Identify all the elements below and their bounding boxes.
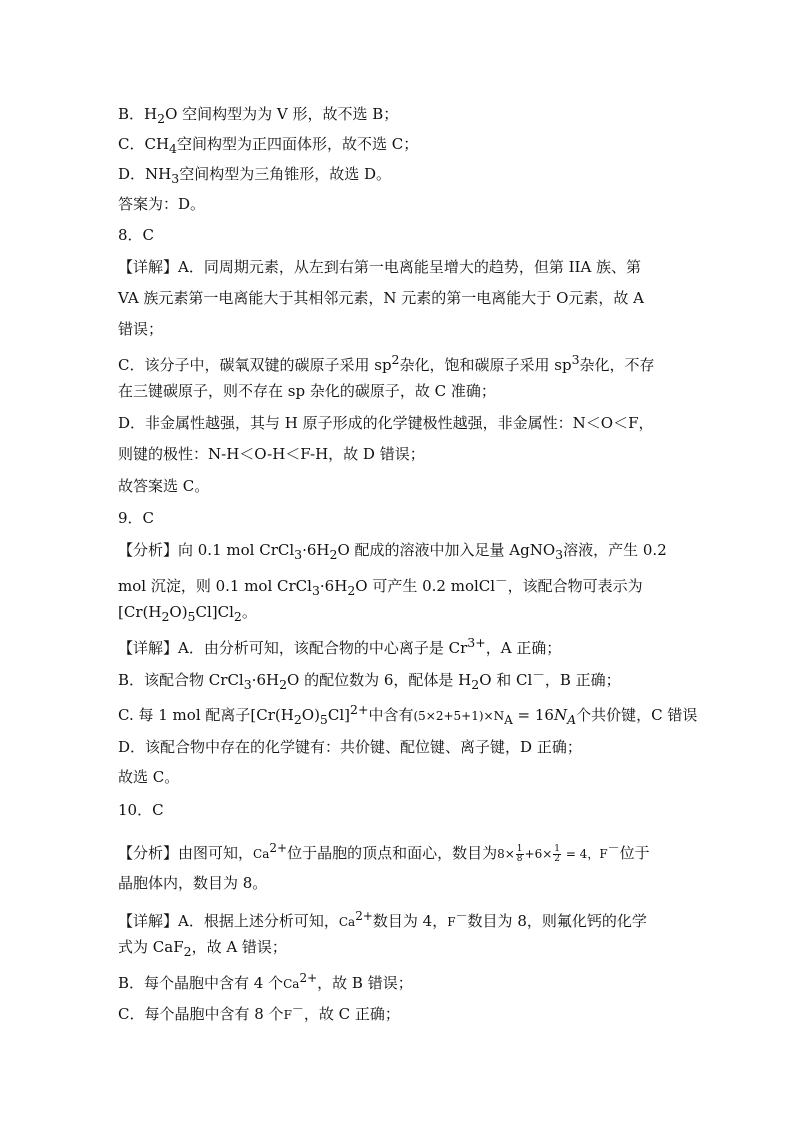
superscript: 2 — [391, 352, 400, 367]
text: ·6H — [251, 671, 280, 689]
text: ，A 正确； — [485, 639, 562, 657]
q8-explain-d-line2: 则键的极性：N-H＜O-H＜F-H，故 D 错误； — [118, 445, 425, 463]
q9-explain-d: D．该配合物中存在的化学键有：共价键、配位键、离子键，D 正确； — [118, 738, 582, 756]
q7-option-c — [118, 134, 418, 154]
text: 数目为 8，则氟化钙的化学 — [467, 912, 647, 930]
subscript: 2 — [157, 111, 166, 126]
q9-heading: 9．C — [118, 509, 155, 527]
subscript: 2 — [233, 609, 242, 624]
q9-analysis-line1 — [118, 540, 667, 560]
q9-explain-a — [118, 633, 562, 657]
subscript: 2 — [329, 547, 338, 562]
text: 中含有 — [368, 706, 414, 724]
q8-explain-c-line2: 在三键碳原子，则不存在 sp 杂化的碳原子，故 C 准确； — [118, 382, 496, 400]
superscript: 3+ — [467, 635, 486, 650]
text: O 和 Cl — [479, 671, 533, 689]
text: B．该配合物 CrCl — [118, 671, 244, 689]
text: 杂化，不存 — [579, 356, 655, 374]
superscript: － — [455, 909, 468, 923]
text: 空间构型为三角锥形，故选 D。 — [179, 165, 391, 183]
subscript: 2 — [347, 583, 356, 598]
q8-answer: 故答案选 C。 — [118, 477, 210, 495]
superscript: － — [607, 841, 620, 855]
text: 【分析】由图可知， — [118, 844, 254, 862]
q10-explain-b — [118, 968, 413, 992]
subscript: 2 — [183, 944, 192, 959]
subscript: 5 — [319, 712, 328, 727]
text: 个共价键，C 错误 — [576, 706, 698, 724]
text: ，故 A 错误； — [191, 938, 287, 956]
subscript: A — [567, 712, 577, 727]
subscript: 2 — [279, 677, 288, 692]
ion: Ca — [338, 915, 356, 929]
text: C. 每 1 mol 配离子[Cr(H — [118, 706, 294, 724]
q10-analysis-line2: 晶胞体内，数目为 8。 — [118, 874, 268, 892]
text: ，故 B 错误； — [317, 974, 413, 992]
subscript: A — [504, 713, 513, 727]
formula: +6× — [524, 847, 553, 861]
text: 【详解】A．根据上述分析可知， — [118, 912, 339, 930]
ion: Ca — [283, 977, 300, 991]
text: O) — [301, 706, 320, 724]
text: 空间构型为正四面体形，故不选 C； — [177, 135, 419, 153]
text: = 16 — [512, 706, 554, 724]
subscript: 3 — [555, 547, 564, 562]
text: 数目为 4， — [372, 912, 448, 930]
text: 【分析】向 0.1 mol CrCl — [118, 541, 295, 559]
text: O 配成的溶液中加入足量 AgNO — [337, 541, 556, 559]
text: 。 — [241, 603, 257, 621]
q10-analysis-line1 — [118, 838, 650, 864]
text: Cl] — [327, 706, 351, 724]
superscript: 2+ — [299, 971, 318, 985]
q9-explain-b — [118, 665, 621, 692]
text: ，该配合物可表示为 — [507, 577, 643, 595]
q8-explain-d-line1: D．非金属性越强，其与 H 原子形成的化学键极性越强，非金属性：N＜O＜F， — [118, 414, 654, 432]
text: 位于晶胞的顶点和面心，数目为 — [287, 844, 498, 862]
text: ·6H — [302, 541, 330, 559]
text: 【详解】A．由分析可知，该配合物的中心离子是 Cr — [118, 639, 468, 657]
subscript: 4 — [169, 141, 177, 156]
text: 溶液，产生 0.2 — [563, 541, 667, 559]
subscript: 2 — [471, 677, 480, 692]
subscript: 3 — [311, 583, 320, 598]
q10-explain-c — [118, 999, 400, 1023]
q8-explain-a-line2: VA 族元素第一电离能大于其相邻元素，N 元素的第一电离能大于 O元素，故 A — [118, 289, 644, 307]
ion: F — [599, 847, 608, 861]
ion: F — [283, 1008, 292, 1022]
text: ·6H — [319, 577, 348, 595]
text: 杂化，饱和碳原子采用 sp — [399, 356, 572, 374]
formula: 8× — [497, 847, 515, 861]
denominator: 2 — [554, 853, 560, 864]
text: C．每个晶胞中含有 8 个 — [118, 1005, 284, 1023]
text: mol 沉淀，则 0.1 mol CrCl — [118, 577, 312, 595]
q9-analysis-line2 — [118, 571, 643, 598]
q9-answer: 故选 C。 — [118, 768, 180, 786]
numerator: 1 — [554, 843, 560, 854]
superscript: － — [532, 667, 545, 682]
text: O 空间构型为为 V 形，故不选 B； — [165, 105, 399, 123]
avogadro-symbol: N — [553, 706, 568, 724]
superscript: － — [291, 1002, 304, 1016]
text: ，故 C 正确； — [303, 1005, 400, 1023]
subscript: 3 — [171, 171, 180, 186]
q8-explain-a-line3: 错误； — [118, 320, 164, 338]
q8-explain-a-line1: 【详解】A．同周期元素，从左到右第一电离能呈增大的趋势，但第 IIA 族、第 — [118, 258, 642, 276]
superscript: 3 — [571, 352, 580, 367]
text: D．NH — [118, 165, 172, 183]
superscript: 2+ — [355, 909, 373, 923]
text: C．该分子中，碳氧双键的碳原子采用 sp — [118, 356, 392, 374]
q10-explain-a-line2 — [118, 937, 287, 957]
q7-option-d — [118, 164, 391, 184]
q7-answer: 答案为：D。 — [118, 195, 206, 213]
q7-option-b — [118, 104, 398, 124]
text: B．每个晶胞中含有 4 个 — [118, 974, 284, 992]
q8-heading: 8．C — [118, 226, 155, 244]
subscript: 2 — [293, 712, 302, 727]
superscript: 2+ — [350, 702, 369, 717]
fraction — [553, 845, 561, 864]
text: O 可产生 0.2 molCl — [355, 577, 496, 595]
subscript: 3 — [294, 547, 303, 562]
q9-explain-c — [118, 700, 698, 727]
text: Cl]Cl — [195, 603, 234, 621]
text: 式为 CaF — [118, 938, 184, 956]
numerator: 1 — [516, 843, 523, 854]
text: C．CH — [118, 135, 170, 153]
subscript: 3 — [243, 677, 252, 692]
text: 位于 — [619, 844, 650, 862]
q8-explain-c-line1 — [118, 350, 655, 374]
q10-explain-a-line1 — [118, 906, 647, 930]
subscript: 2 — [161, 609, 170, 624]
denominator: 8 — [516, 853, 523, 864]
ion: Ca — [253, 847, 270, 861]
text: B．H — [118, 105, 158, 123]
formula: = 4， — [562, 847, 600, 861]
text: [Cr(H — [118, 603, 162, 621]
superscript: － — [495, 573, 508, 588]
fraction — [516, 845, 524, 864]
ion: F — [447, 915, 456, 929]
q9-analysis-line3 — [118, 602, 257, 622]
q10-heading: 10．C — [118, 801, 164, 819]
text: O 的配位数为 6，配体是 H — [287, 671, 472, 689]
text: ，B 正确； — [544, 671, 621, 689]
superscript: 2+ — [269, 841, 288, 855]
subscript: 5 — [187, 609, 196, 624]
formula: (5×2+5+1)×N — [413, 709, 505, 723]
text: O) — [169, 603, 188, 621]
